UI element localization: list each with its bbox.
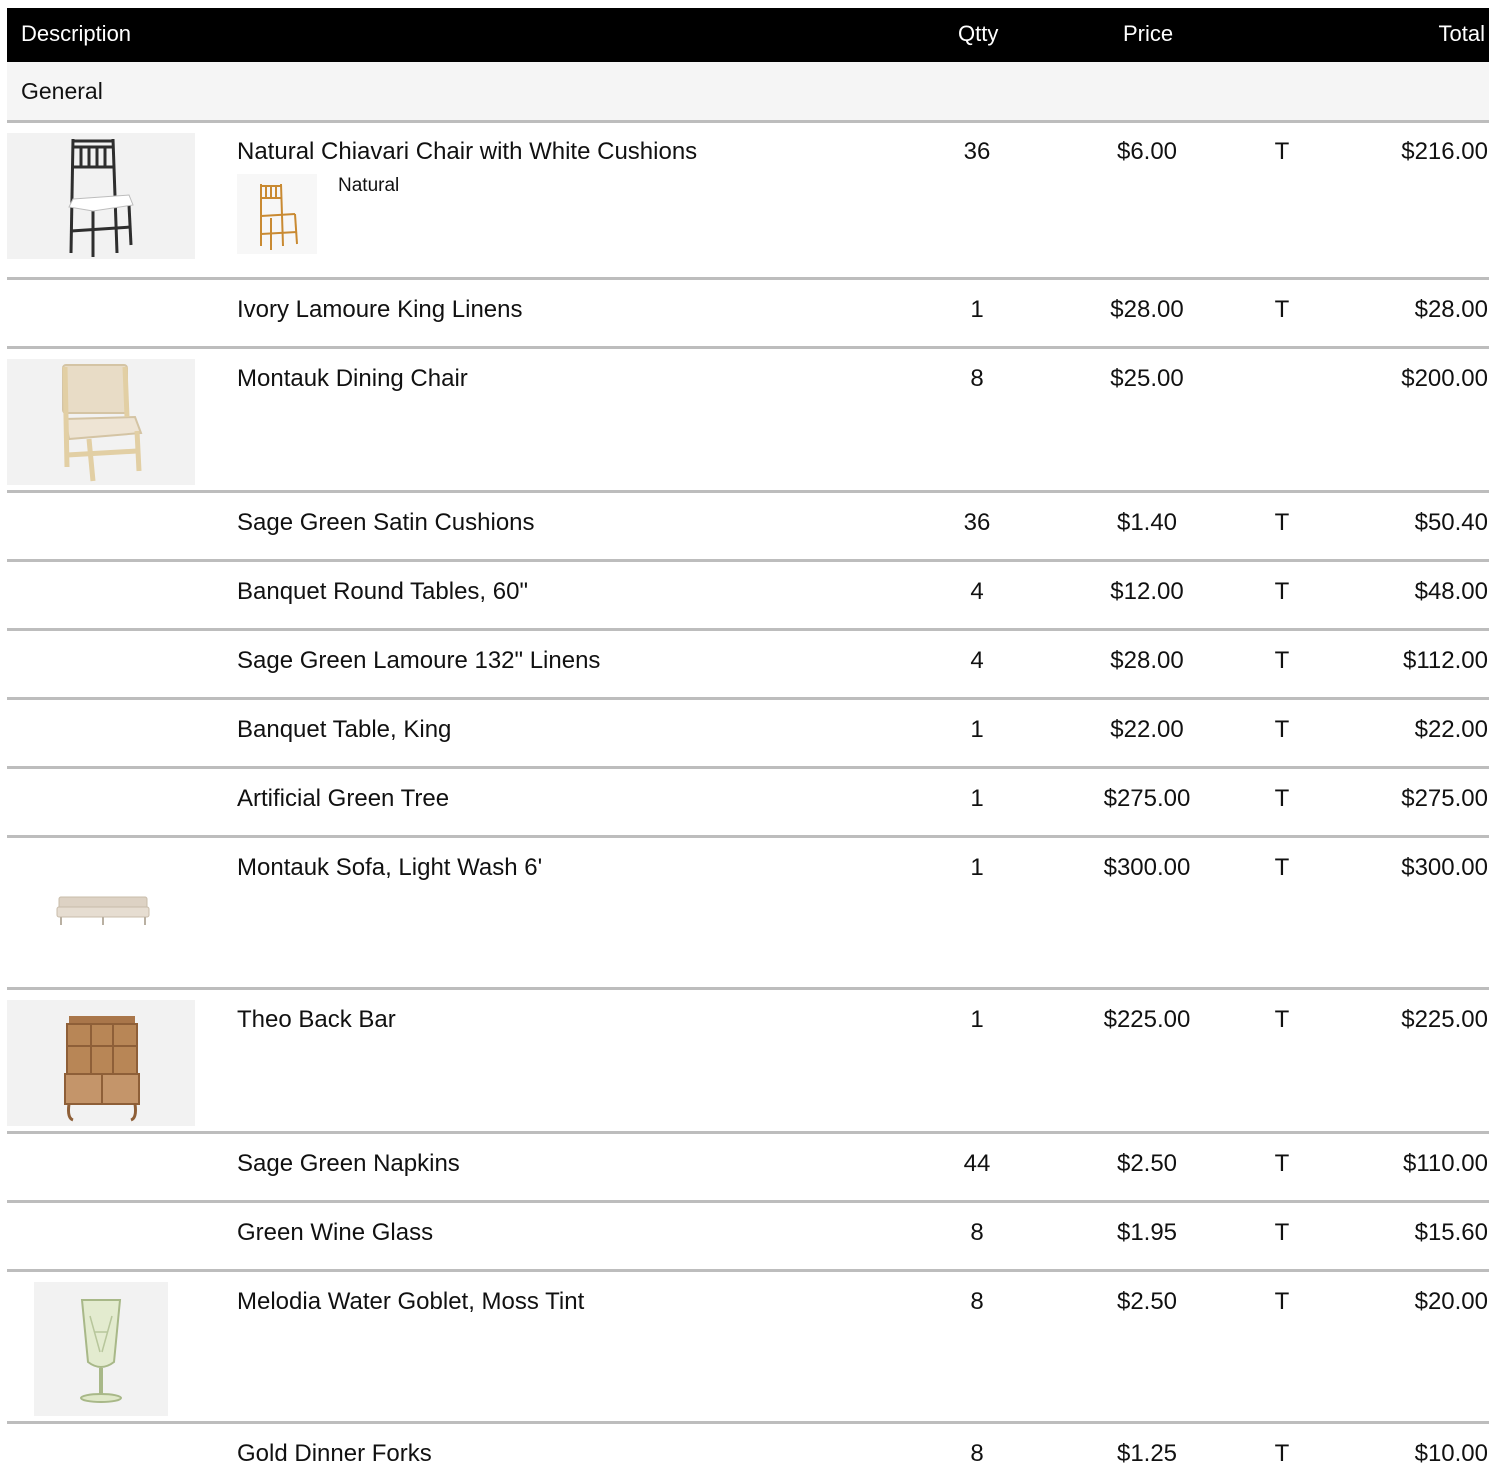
- item-qty: 4: [970, 647, 984, 674]
- item-total: $22.00: [1414, 716, 1488, 743]
- item-price: $275.00: [1103, 785, 1191, 812]
- table-row: [7, 1203, 1489, 1272]
- item-price: $28.00: [1110, 647, 1184, 674]
- table-row: [7, 631, 1489, 700]
- item-name: Melodia Water Goblet, Moss Tint: [237, 1288, 585, 1315]
- item-price: $12.00: [1110, 578, 1184, 605]
- table-row: [7, 700, 1489, 769]
- item-price: $28.00: [1110, 296, 1184, 323]
- back-bar-cabinet-icon: [7, 1000, 195, 1126]
- item-qty: 8: [970, 1288, 984, 1315]
- item-tax: T: [1274, 716, 1290, 743]
- item-name: Ivory Lamoure King Linens: [237, 296, 523, 323]
- item-price: $1.95: [1116, 1219, 1178, 1246]
- item-total: $112.00: [1403, 647, 1488, 674]
- header-description: Description: [21, 21, 132, 46]
- item-tax: T: [1274, 509, 1290, 536]
- item-qty: 44: [963, 1150, 991, 1177]
- item-price: $25.00: [1110, 365, 1184, 392]
- item-tax: T: [1274, 296, 1290, 323]
- table-row: [7, 123, 1489, 280]
- item-total: $50.40: [1414, 509, 1488, 536]
- item-tax: T: [1274, 1440, 1290, 1467]
- item-price: $22.00: [1110, 716, 1184, 743]
- item-tax: T: [1274, 1219, 1290, 1246]
- item-price: $1.40: [1116, 509, 1178, 536]
- header-qty: Qtty: [958, 21, 999, 46]
- section-header: [7, 62, 1489, 123]
- table-row: [7, 990, 1489, 1134]
- table-row: [7, 1424, 1489, 1484]
- item-price: $300.00: [1103, 854, 1191, 881]
- black-chiavari-chair-icon: [7, 133, 195, 259]
- section-title: General: [21, 78, 103, 104]
- item-total: $48.00: [1414, 578, 1488, 605]
- item-qty: 8: [970, 1219, 984, 1246]
- item-tax: T: [1274, 138, 1290, 165]
- item-qty: 8: [970, 365, 984, 392]
- item-qty: 36: [963, 509, 991, 536]
- item-name: Natural Chiavari Chair with White Cushions: [237, 138, 698, 165]
- item-qty: 1: [970, 854, 984, 881]
- item-qty: 4: [970, 578, 984, 605]
- item-qty: 1: [970, 1006, 984, 1033]
- item-total: $20.00: [1414, 1288, 1488, 1315]
- item-name: Sage Green Lamoure 132" Linens: [237, 647, 601, 674]
- item-total: $200.00: [1401, 365, 1488, 392]
- header-price: Price: [1123, 21, 1174, 46]
- item-total: $300.00: [1401, 854, 1488, 881]
- item-tax: T: [1274, 854, 1290, 881]
- item-name: Sage Green Napkins: [237, 1150, 460, 1177]
- item-name: Montauk Dining Chair: [237, 365, 468, 392]
- item-tax: T: [1274, 1006, 1290, 1033]
- item-name: Gold Dinner Forks: [237, 1440, 432, 1467]
- item-total: $15.60: [1414, 1219, 1488, 1246]
- item-name: Theo Back Bar: [237, 1006, 396, 1033]
- sofa-icon: [27, 853, 175, 979]
- item-name: Sage Green Satin Cushions: [237, 509, 535, 536]
- item-tax: T: [1274, 785, 1290, 812]
- item-tax: T: [1274, 1150, 1290, 1177]
- table-header: [7, 8, 1489, 62]
- item-total: $216.00: [1401, 138, 1488, 165]
- item-tax: T: [1274, 647, 1290, 674]
- item-qty: 1: [970, 716, 984, 743]
- header-total: Total: [1438, 21, 1485, 46]
- item-name: Banquet Table, King: [237, 716, 452, 743]
- table-row: [7, 1272, 1489, 1424]
- item-price: $2.50: [1116, 1288, 1178, 1315]
- item-tax: T: [1274, 578, 1290, 605]
- item-price: $6.00: [1116, 138, 1178, 165]
- item-qty: 8: [970, 1440, 984, 1467]
- item-name: Artificial Green Tree: [237, 785, 450, 812]
- table-row: [7, 349, 1489, 493]
- line-items-table: [7, 8, 1489, 1484]
- table-row: [7, 493, 1489, 562]
- table-row: [7, 1134, 1489, 1203]
- item-total: $10.00: [1414, 1440, 1488, 1467]
- item-qty: 1: [970, 296, 984, 323]
- item-price: $225.00: [1103, 1006, 1191, 1033]
- table-row: [7, 562, 1489, 631]
- item-name: Green Wine Glass: [237, 1219, 434, 1246]
- item-price: $2.50: [1116, 1150, 1178, 1177]
- table-row: [7, 769, 1489, 838]
- item-price: $1.25: [1116, 1440, 1178, 1467]
- item-total: $28.00: [1414, 296, 1488, 323]
- table-row: [7, 838, 1489, 990]
- item-name: Banquet Round Tables, 60": [237, 578, 528, 605]
- dining-chair-icon: [7, 359, 195, 485]
- item-total: $110.00: [1403, 1150, 1488, 1177]
- item-qty: 1: [970, 785, 984, 812]
- item-qty: 36: [963, 138, 991, 165]
- table-row: [7, 280, 1489, 349]
- water-goblet-icon: [34, 1282, 168, 1416]
- item-total: $275.00: [1401, 785, 1488, 812]
- item-variant: Natural: [338, 175, 400, 196]
- item-tax: T: [1274, 1288, 1290, 1315]
- item-name: Montauk Sofa, Light Wash 6': [237, 854, 543, 881]
- gold-chiavari-chair-icon: [237, 174, 317, 254]
- item-total: $225.00: [1401, 1006, 1488, 1033]
